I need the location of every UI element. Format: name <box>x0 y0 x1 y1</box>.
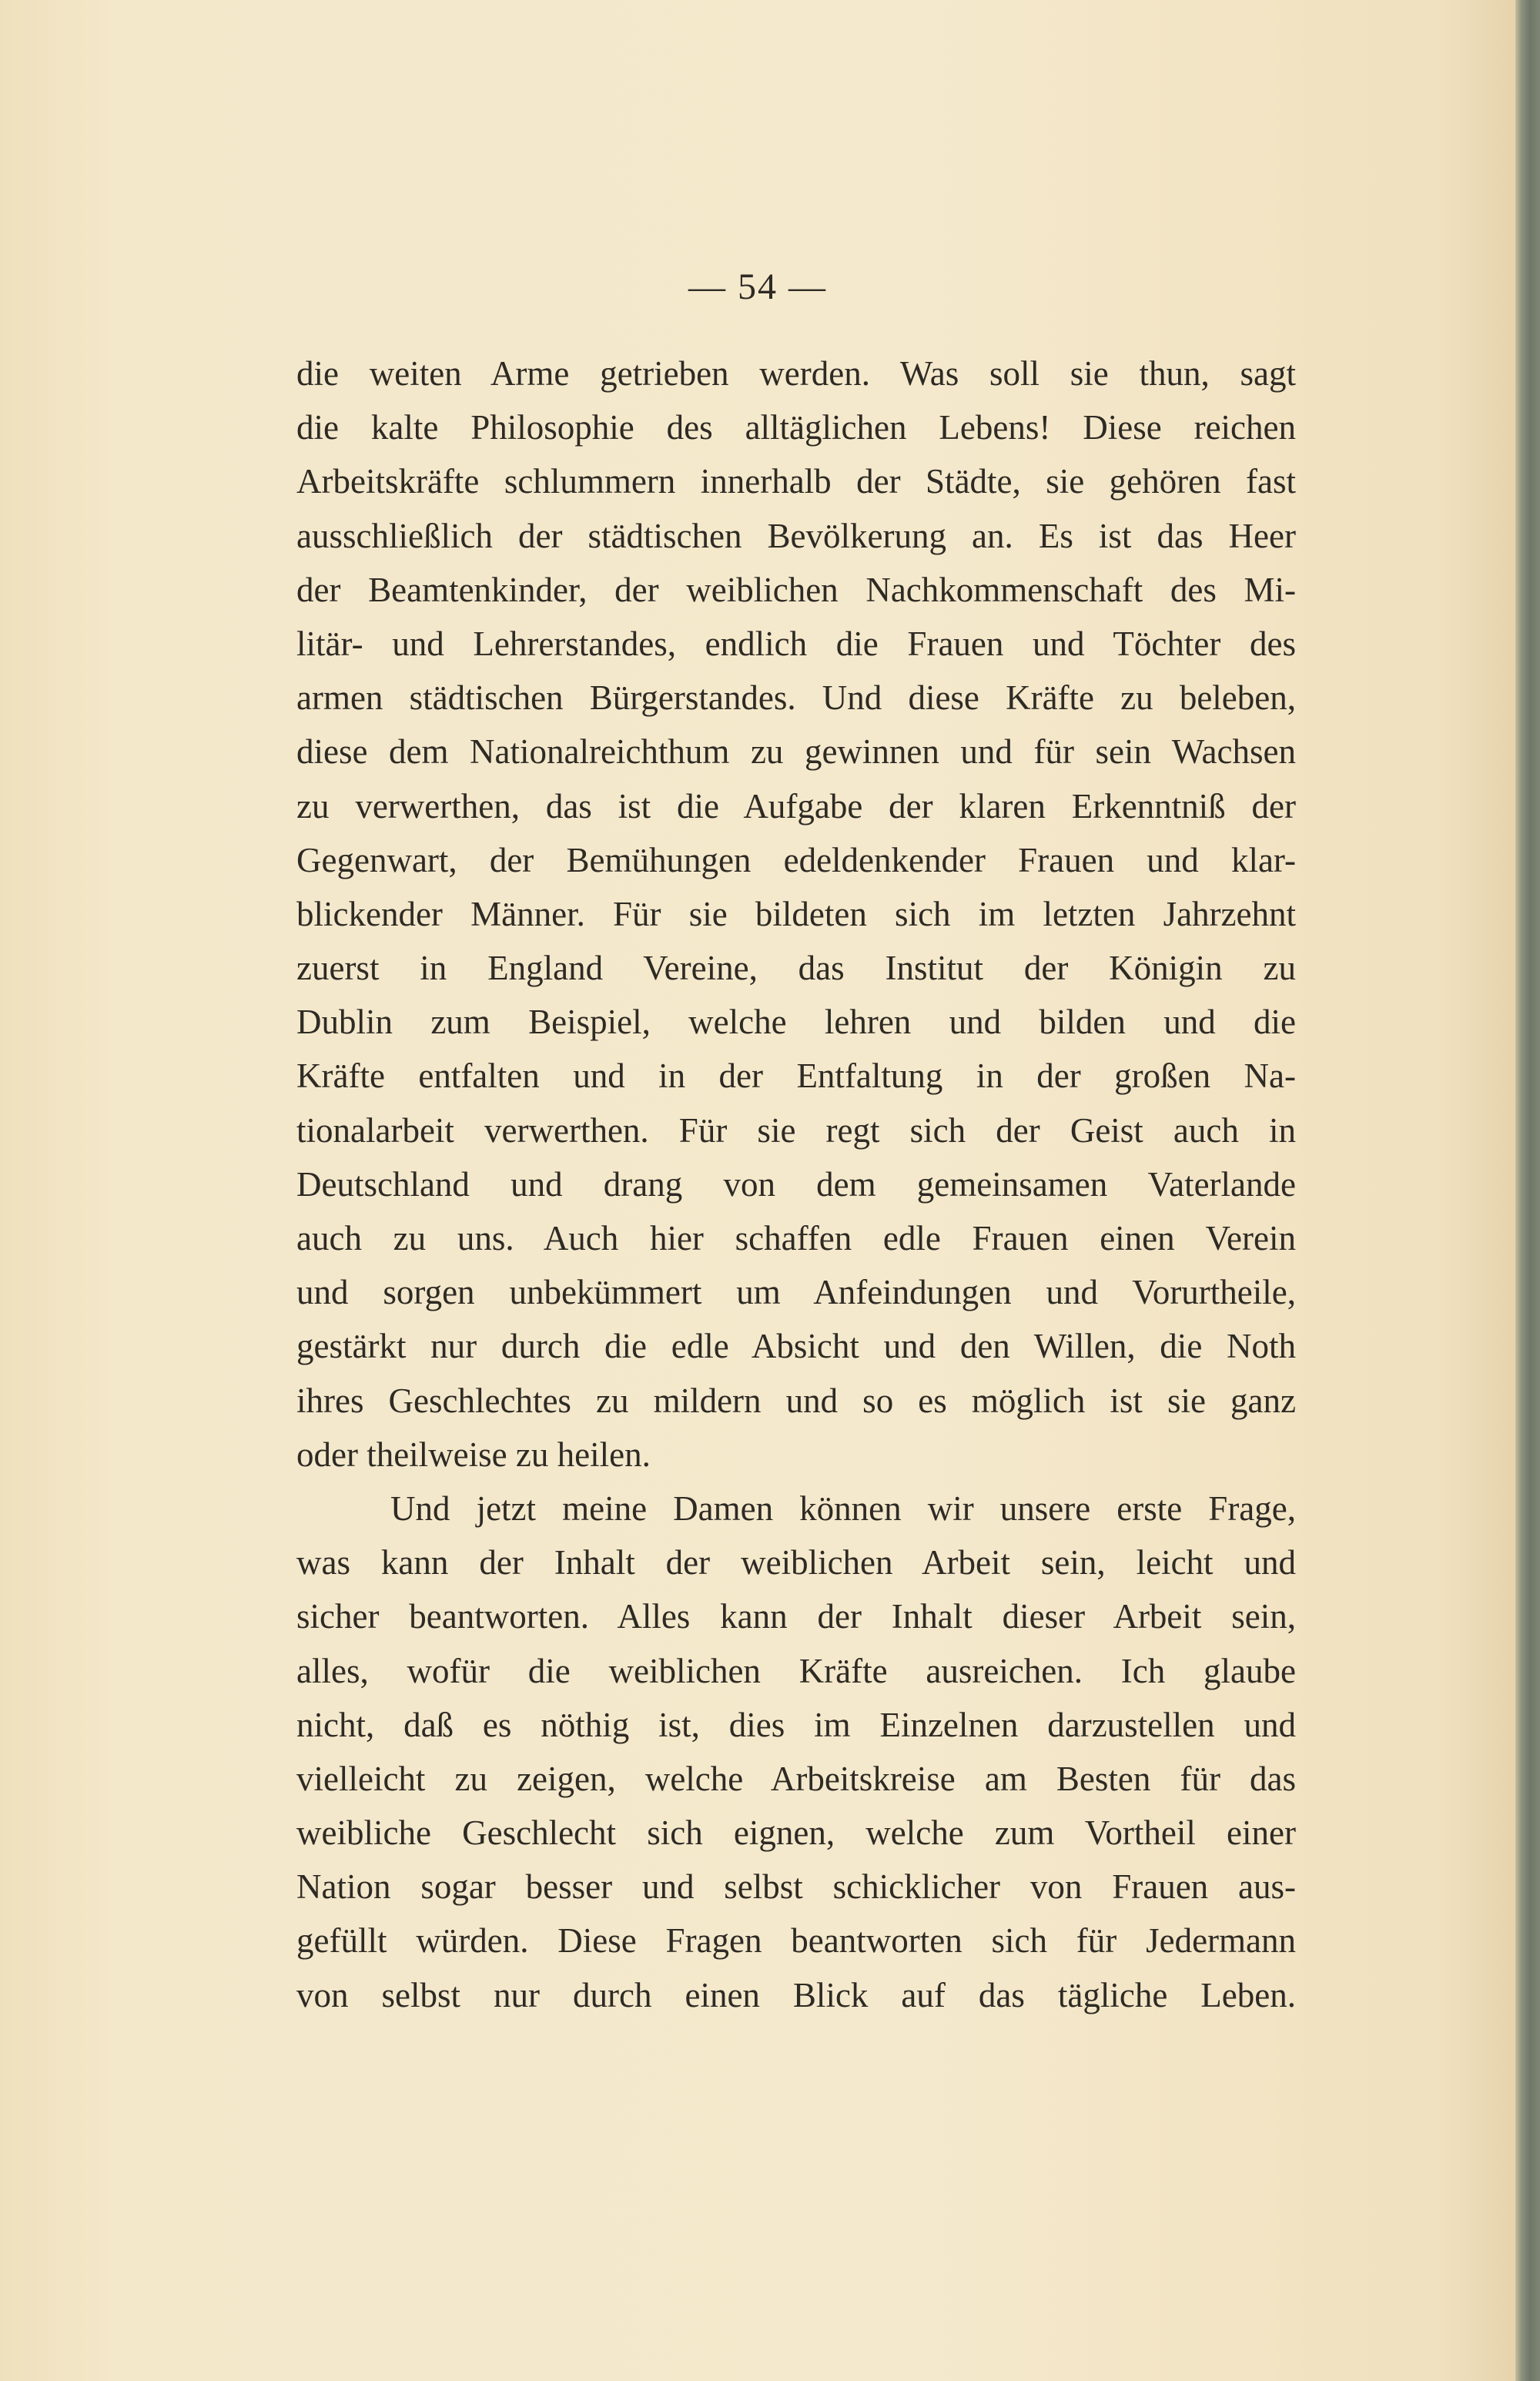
text-line: Arbeitskräfte schlummern innerhalb der Städte, sie gehören fast <box>296 462 1296 501</box>
text-line: oder theilweise zu heilen. <box>296 1435 651 1474</box>
text-line: vielleicht zu zeigen, welche Arbeitskreise am Besten für das <box>296 1759 1296 1798</box>
text-line: ihres Geschlechtes zu mildern und so es möglich ist sie ganz <box>296 1381 1296 1420</box>
text-line: Kräfte entfalten und in der Entfaltung in der großen Na- <box>296 1057 1296 1096</box>
text-line: alles, wofür die weiblichen Kräfte ausreichen. Ich glaube <box>296 1651 1296 1690</box>
text-line: was kann der Inhalt der weiblichen Arbeit sein, leicht und <box>296 1543 1296 1582</box>
text-line: Deutschland und drang von dem gemeinsamen Vaterlande <box>296 1164 1296 1204</box>
page-number: — 54 — <box>688 266 827 307</box>
text-line: zu verwerthen, das ist die Aufgabe der klaren Erkenntniß der <box>296 786 1296 825</box>
paragraph <box>296 1482 1296 2022</box>
text-line: von selbst nur durch einen Blick auf das tägliche Leben. <box>296 1975 1296 2014</box>
text-line: gefüllt würden. Diese Fragen beantworten sich für Jedermann <box>296 1921 1296 1961</box>
paragraph <box>296 347 1296 1482</box>
text-line: nicht, daß es nöthig ist, dies im Einzelnen darzustellen und <box>296 1705 1296 1744</box>
text-line: armen städtischen Bürgerstandes. Und diese Kräfte zu beleben, <box>296 678 1296 718</box>
text-line: diese dem Nationalreichthum zu gewinnen und für sein Wachsen <box>296 732 1296 772</box>
text-line: sicher beantworten. Alles kann der Inhalt dieser Arbeit sein, <box>296 1597 1296 1636</box>
text-line: weibliche Geschlecht sich eignen, welche zum Vortheil einer <box>296 1813 1296 1853</box>
text-line: gestärkt nur durch die edle Absicht und den Willen, die Noth <box>296 1327 1296 1366</box>
text-line: tionalarbeit verwerthen. Für sie regt sich der Geist auch in <box>296 1110 1296 1150</box>
body-text <box>296 347 1296 2022</box>
text-line: litär- und Lehrerstandes, endlich die Frauen und Töchter des <box>296 624 1296 663</box>
text-line: der Beamtenkinder, der weiblichen Nachkommenschaft des Mi- <box>296 570 1296 609</box>
text-line: zuerst in England Vereine, das Institut der Königin zu <box>296 949 1296 988</box>
text-line: Nation sogar besser und selbst schicklicher von Frauen aus- <box>296 1867 1296 1907</box>
text-line: die weiten Arme getrieben werden. Was soll sie thun, sagt <box>296 354 1296 393</box>
text-line: Dublin zum Beispiel, welche lehren und bilden und die <box>296 1003 1296 1042</box>
text-line: Gegenwart, der Bemühungen edeldenkender Frauen und klar- <box>296 840 1296 879</box>
text-line: die kalte Philosophie des alltäglichen Lebens! Diese reichen <box>296 408 1296 447</box>
text-line: Und jetzt meine Damen können wir unsere erste Frage, <box>390 1489 1296 1528</box>
text-line: auch zu uns. Auch hier schaffen edle Frauen einen Verein <box>296 1219 1296 1257</box>
text-line: und sorgen unbekümmert um Anfeindungen und Vorurtheile, <box>296 1273 1296 1312</box>
text-line: blickender Männer. Für sie bildeten sich im letzten Jahrzehnt <box>296 894 1296 933</box>
book-cover-edge <box>1515 0 1540 2381</box>
text-line: ausschließlich der städtischen Bevölkerung an. Es ist das Heer <box>296 516 1296 555</box>
